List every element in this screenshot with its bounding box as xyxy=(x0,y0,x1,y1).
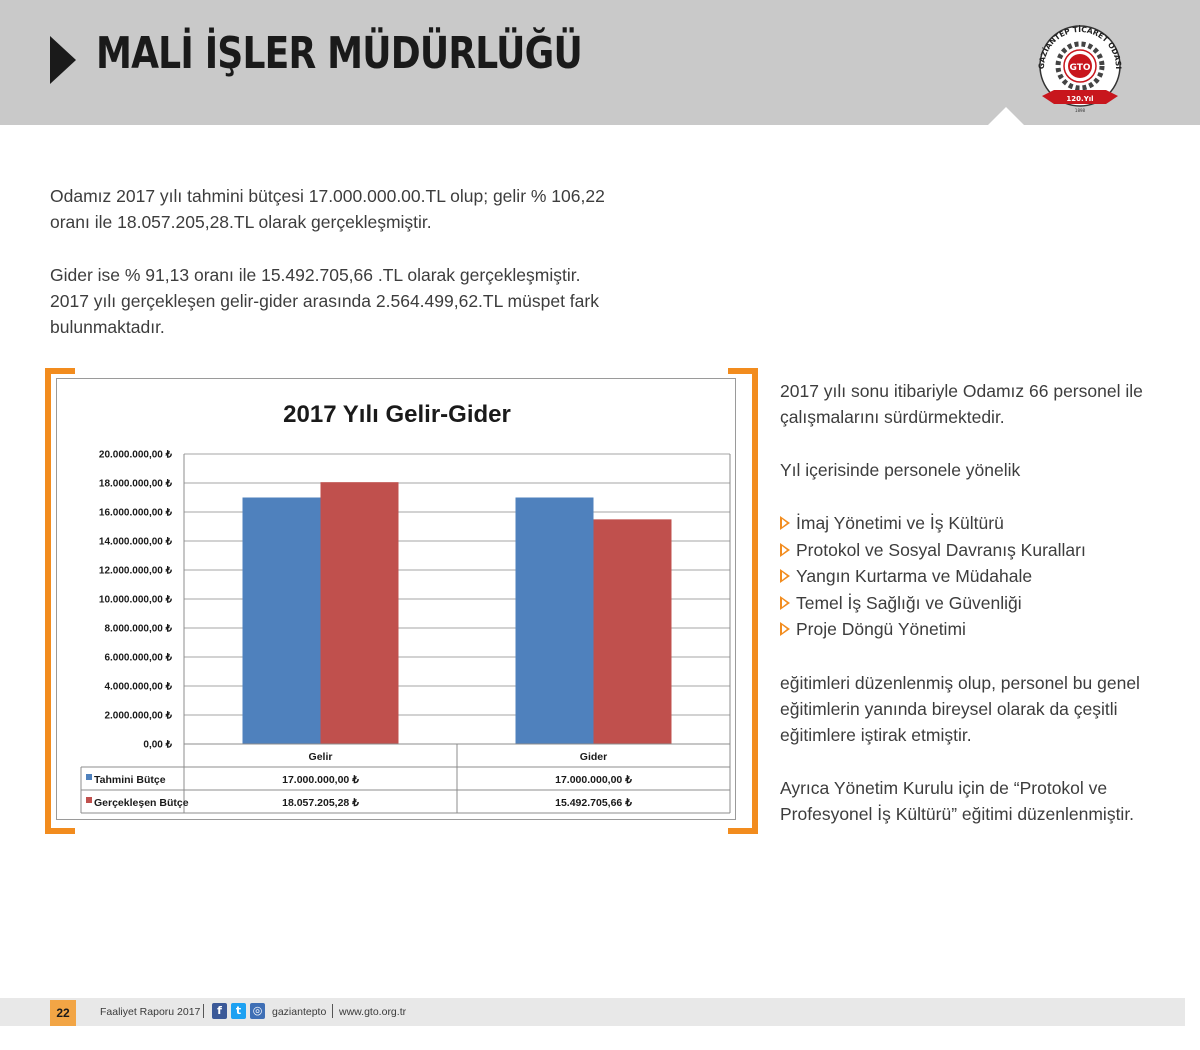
y-tick-label: 12.000.000,00 ₺ xyxy=(98,565,172,577)
legend-swatch xyxy=(86,797,92,803)
y-tick-label: 18.000.000,00 ₺ xyxy=(98,478,172,490)
y-tick-label: 6.000.000,00 ₺ xyxy=(104,652,172,664)
table-value: 15.492.705,66 ₺ xyxy=(555,797,632,809)
svg-text:GAZİANTEP TİCARET ODASI: GAZİANTEP TİCARET ODASI xyxy=(1036,24,1124,70)
triangle-bullet-icon xyxy=(780,543,790,557)
social-handle[interactable]: gaziantepto xyxy=(272,1006,327,1018)
footer-divider xyxy=(332,1004,333,1018)
text-line: bulunmaktadır. xyxy=(50,317,165,337)
y-tick-label: 20.000.000,00 ₺ xyxy=(98,449,172,461)
text-line: Ayrıca Yönetim Kurulu için de “Protokol ve xyxy=(780,778,1108,798)
text-line: eğitimleri düzenlenmiş olup, personel bu genel xyxy=(780,673,1140,693)
triangle-bullet-icon xyxy=(780,596,790,610)
list-item: Proje Döngü Yönetimi xyxy=(780,616,1180,643)
text-line: 2017 yılı sonu itibariyle Odamız 66 personel ile xyxy=(780,381,1143,401)
text-line: oranı ile 18.057.205,28.TL olarak gerçekleşmiştir. xyxy=(50,212,432,232)
triangle-bullet-icon xyxy=(780,622,790,636)
table-value: 17.000.000,00 ₺ xyxy=(555,774,632,786)
footer-divider xyxy=(203,1004,204,1018)
bar-estimated xyxy=(243,498,321,745)
x-category-label: Gider xyxy=(579,751,608,763)
report-name: Faaliyet Raporu 2017 xyxy=(100,1006,201,1018)
training-intro xyxy=(780,457,1180,483)
triangle-bullet-icon xyxy=(780,569,790,583)
y-tick-label: 16.000.000,00 ₺ xyxy=(98,507,172,519)
legend-label: Tahmini Bütçe xyxy=(94,774,166,786)
bar-actual xyxy=(321,482,399,744)
y-tick-label: 4.000.000,00 ₺ xyxy=(104,681,172,693)
header-notch xyxy=(988,107,1024,125)
intro-paragraph-expense xyxy=(50,262,610,340)
text-line: 2017 yılı gerçekleşen gelir-gider arasında 2.564.499,62.TL müspet fark xyxy=(50,291,599,311)
website-link[interactable]: www.gto.org.tr xyxy=(339,1006,407,1018)
intro-paragraph-budget xyxy=(50,183,610,235)
text-line: eğitimlere iştirak etmiştir. xyxy=(780,725,972,745)
text-line: Odamız 2017 yılı tahmini bütçesi 17.000.000.00.TL olup; gelir % 106,22 xyxy=(50,186,605,206)
bar-actual xyxy=(594,519,672,744)
chart-title: 2017 Yılı Gelir-Gider xyxy=(283,401,511,428)
table-value: 18.057.205,28 ₺ xyxy=(282,797,359,809)
page-title: MALİ İŞLER MÜDÜRLÜĞÜ xyxy=(96,28,582,79)
y-tick-label: 10.000.000,00 ₺ xyxy=(98,594,172,606)
bar-chart xyxy=(57,379,737,821)
text-line: Profesyonel İş Kültürü” eğitimi düzenlenmiştir. xyxy=(780,804,1135,824)
triangle-bullet-icon xyxy=(780,516,790,530)
list-item: Temel İş Sağlığı ve Güvenliği xyxy=(780,590,1180,617)
twitter-icon[interactable]: t xyxy=(231,1003,246,1019)
y-tick-label: 8.000.000,00 ₺ xyxy=(104,623,172,635)
training-outcome-paragraph xyxy=(780,670,1180,748)
header-arrow-icon xyxy=(50,36,76,84)
facebook-icon[interactable]: f xyxy=(212,1003,227,1019)
y-tick-label: 2.000.000,00 ₺ xyxy=(104,710,172,722)
training-list xyxy=(780,510,1180,643)
text-line: çalışmalarını sürdürmektedir. xyxy=(780,407,1005,427)
page-number: 22 xyxy=(50,1000,76,1026)
chart-panel xyxy=(56,378,736,820)
legend-swatch xyxy=(86,774,92,780)
bar-estimated xyxy=(516,498,594,745)
list-item: Yangın Kurtarma ve Müdahale xyxy=(780,563,1180,590)
svg-text:GTO: GTO xyxy=(1069,63,1091,73)
board-training-paragraph xyxy=(780,775,1180,827)
instagram-icon[interactable]: ◎ xyxy=(250,1003,265,1019)
svg-text:1898: 1898 xyxy=(1074,108,1086,113)
y-tick-label: 14.000.000,00 ₺ xyxy=(98,536,172,548)
gto-logo xyxy=(1030,18,1130,118)
text-line: Gider ise % 91,13 oranı ile 15.492.705,66 .TL olarak gerçekleşmiştir. xyxy=(50,265,581,285)
svg-text:120.Yıl: 120.Yıl xyxy=(1066,95,1094,103)
table-value: 17.000.000,00 ₺ xyxy=(282,774,359,786)
x-category-label: Gelir xyxy=(308,751,333,763)
list-item: İmaj Yönetimi ve İş Kültürü xyxy=(780,510,1180,537)
staff-paragraph xyxy=(780,378,1180,430)
list-item: Protokol ve Sosyal Davranış Kuralları xyxy=(780,537,1180,564)
y-tick-label: 0,00 ₺ xyxy=(143,739,172,751)
page-header xyxy=(0,0,1200,125)
text-line: eğitimlerin yanında bireysel olarak da çeşitli xyxy=(780,699,1118,719)
legend-label: Gerçekleşen Bütçe xyxy=(94,797,189,809)
text-line: Yıl içerisinde personele yönelik xyxy=(780,460,1021,480)
